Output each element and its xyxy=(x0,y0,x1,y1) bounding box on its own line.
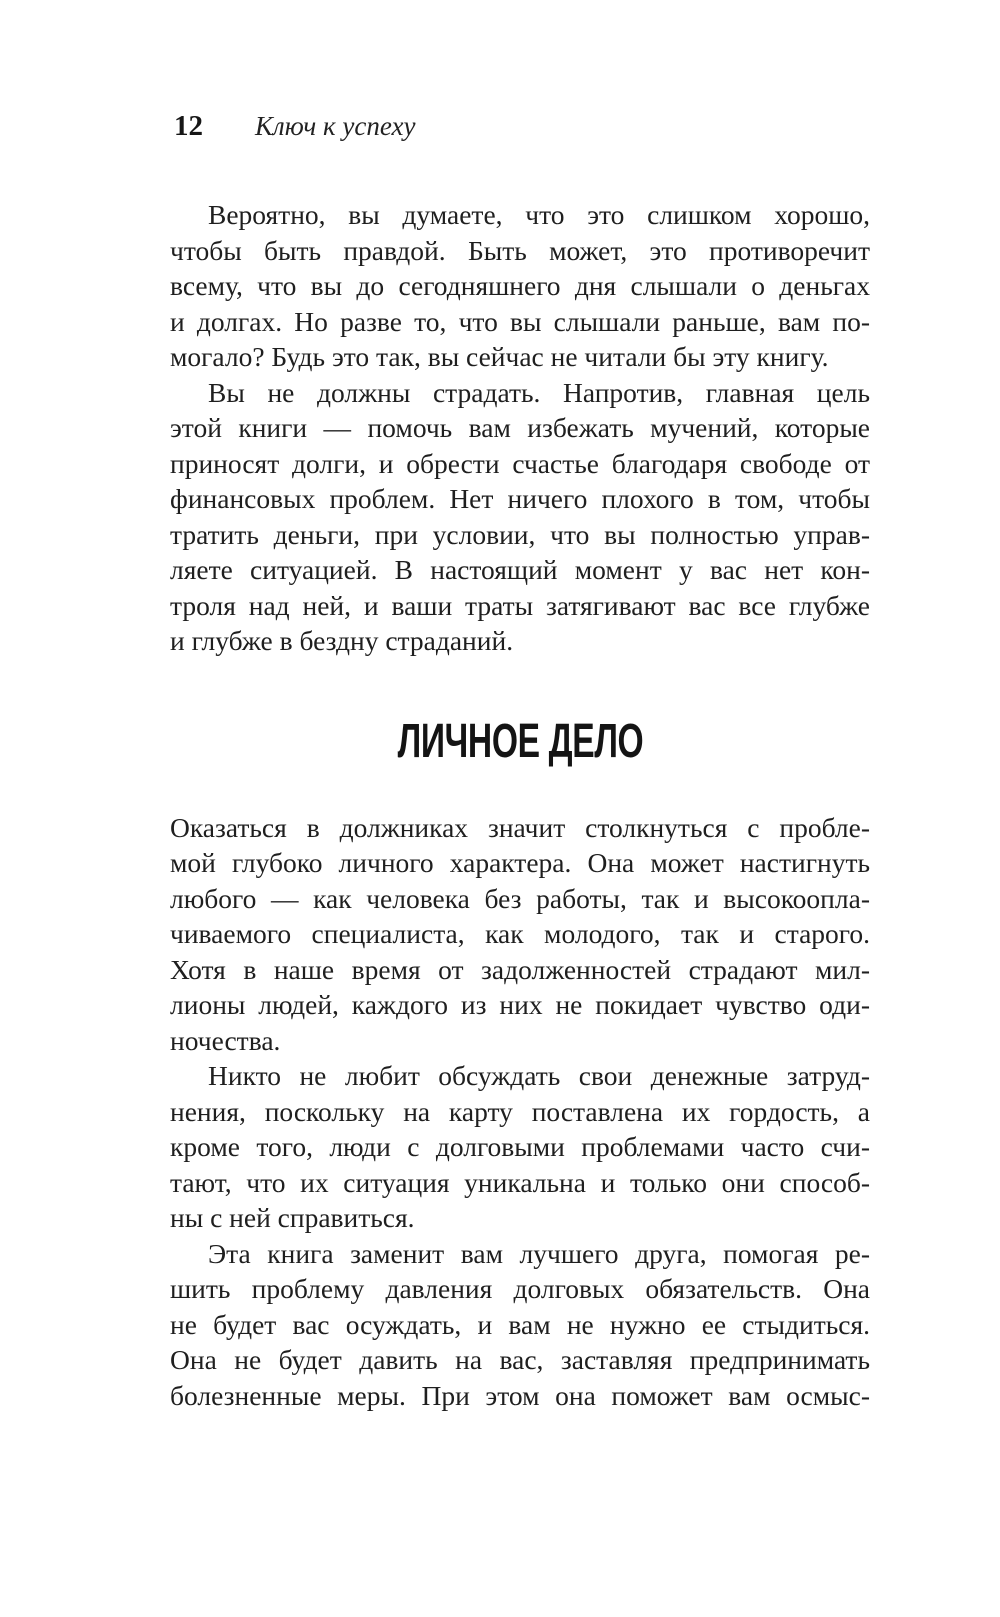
text-line: тают, что их ситуация уникальна и только они способ- xyxy=(170,1166,870,1198)
section-heading: ЛИЧНОЕ ДЕЛО xyxy=(397,714,643,768)
text-line: не будет вас осуждать, и вам не нужно ее стыдиться. xyxy=(170,1308,870,1340)
text-line: шить проблему давления долговых обязательств. Она xyxy=(170,1273,870,1304)
text-line: Вы не должны страдать. Напротив, главная цель xyxy=(208,376,870,408)
text-line: Никто не любит обсуждать свои денежные затруд- xyxy=(208,1060,870,1091)
text-line: кроме того, люди с долговыми проблемами часто счи- xyxy=(170,1131,870,1162)
text-line: любого — как человека без работы, так и высокоопла- xyxy=(170,882,870,914)
text-line: чиваемого специалиста, как молодого, так и старого. xyxy=(170,918,870,949)
text-line: Хотя в наше время от задолженностей страдают мил- xyxy=(170,953,870,985)
text-line: ляете ситуацией. В настоящий момент у вас нет кон- xyxy=(170,554,870,585)
text-line: Оказаться в должниках значит столкнуться с пробле- xyxy=(170,811,870,843)
running-head: Ключ к успеху xyxy=(255,111,416,141)
text-line: чтобы быть правдой. Быть может, это противоречит xyxy=(170,234,870,266)
text-line: болезненные меры. При этом она поможет вам осмыс- xyxy=(170,1379,870,1411)
text-line: лионы людей, каждого из них не покидает чувство оди- xyxy=(170,989,870,1020)
text-line: мой глубоко личного характера. Она может настигнуть xyxy=(170,847,870,878)
text-line: ночества. xyxy=(170,1024,281,1056)
text-line: Она не будет давить на вас, заставляя предпринимать xyxy=(170,1344,870,1375)
page-body xyxy=(170,197,870,1413)
paragraph xyxy=(170,197,870,375)
paragraph xyxy=(170,810,870,1059)
text-line: троля над ней, и ваши траты затягивают вас все глубже xyxy=(170,589,870,621)
page-number: 12 xyxy=(174,110,203,142)
page-header xyxy=(170,112,870,140)
text-line: нения, поскольку на карту поставлена их гордость, а xyxy=(170,1095,870,1127)
paragraph xyxy=(170,1058,870,1236)
text-line: Вероятно, вы думаете, что это слишком хорошо, xyxy=(208,199,870,230)
text-line: Эта книга заменит вам лучшего друга, помогая ре- xyxy=(208,1237,870,1269)
text-line: тратить деньги, при условии, что вы полностью управ- xyxy=(170,518,870,550)
text-line: приносят долги, и обрести счастье благодаря свободе от xyxy=(170,447,870,479)
text-line: могало? Будь это так, вы сейчас не читали бы эту книгу. xyxy=(170,341,829,372)
text-line: ны с ней справиться. xyxy=(170,1202,415,1233)
section-heading-wrap xyxy=(170,714,870,768)
text-line: и долгах. Но разве то, что вы слышали раньше, вам по- xyxy=(170,305,870,337)
text-line: и глубже в бездну страданий. xyxy=(170,625,514,656)
paragraph xyxy=(170,375,870,659)
text-line: этой книги — помочь вам избежать мучений, которые xyxy=(170,412,870,443)
paragraph xyxy=(170,1236,870,1414)
text-line: финансовых проблем. Нет ничего плохого в том, чтобы xyxy=(170,483,870,514)
text-line: всему, что вы до сегодняшнего дня слышали о деньгах xyxy=(170,270,870,301)
